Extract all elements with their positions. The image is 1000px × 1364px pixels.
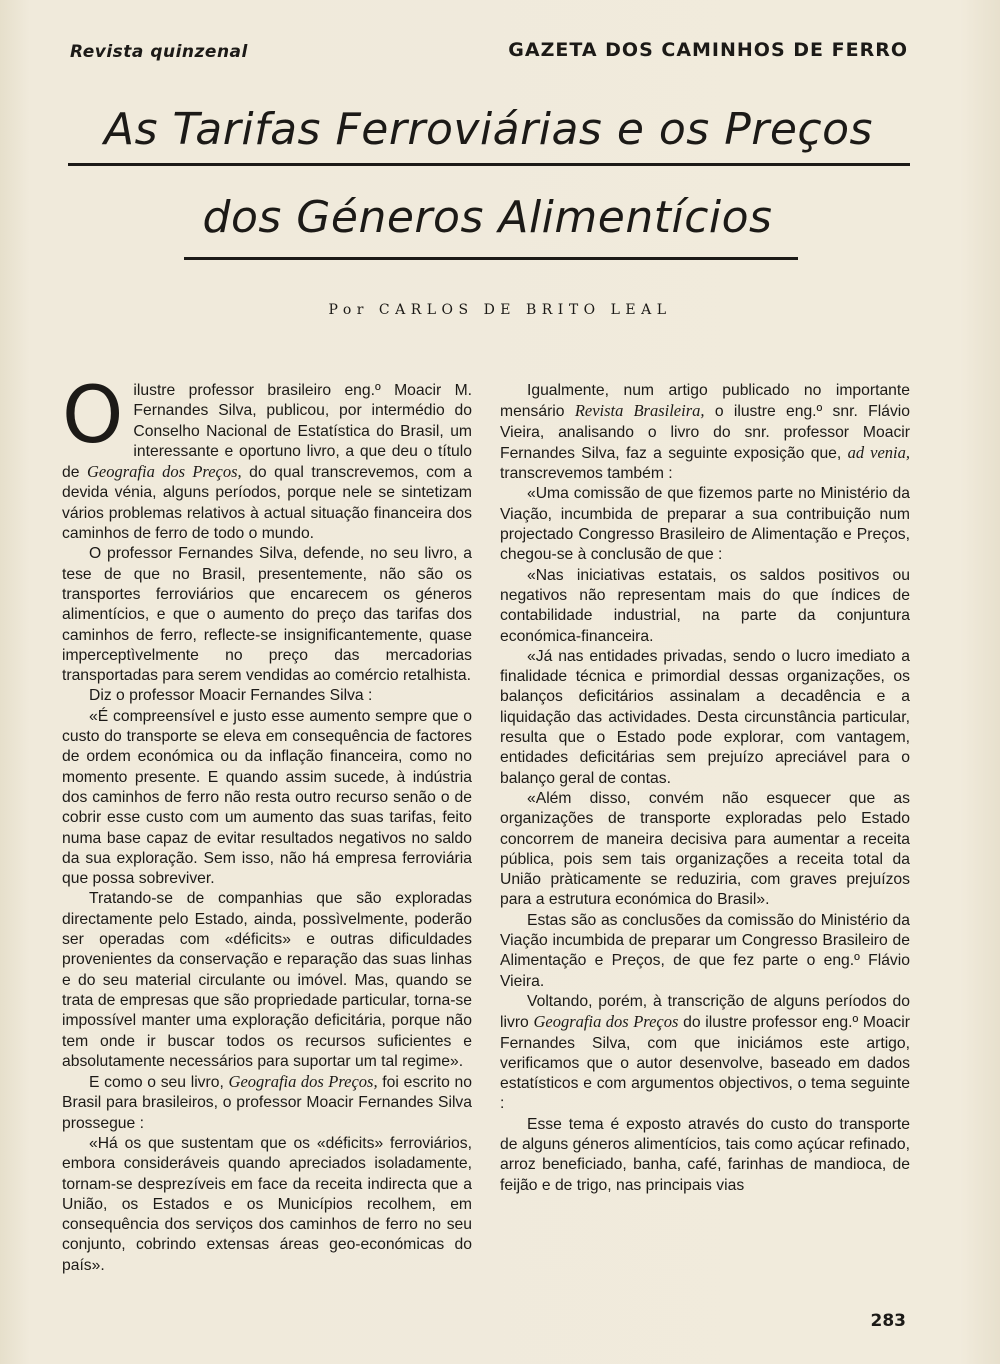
book-title: Geografia dos Preços,: [86, 462, 242, 482]
paragraph: «Há os que sustentam que os «déficits» ferroviários, embora consideráveis quando apreciados isoladamente, tornam-se desprezíveis em face da receita indirecta que a União, os Estados e os Municípios recolhem, em consequência dos serviços dos caminhos de ferro no seu conjunto, cobrindo extensas áreas geo-económicas do país».: [62, 1134, 472, 1274]
paragraph: Igualmente, num artigo publicado no importante mensário Revista Brasileira, o ilustre eng.º snr. Flávio Vieira, analisando o livro do snr. professor Moacir Fernandes Silva, faz a seguinte exposição que, ad venia, transcrevemos também :: [500, 382, 910, 483]
book-title: Geografia dos Preços: [533, 1012, 679, 1032]
paragraph: Diz o professor Moacir Fernandes Silva :: [89, 687, 373, 705]
paragraph: Esse tema é exposto através do custo do transporte de alguns géneros alimentícios, tais como açúcar refinado, arroz beneficiado, banha, café, farinhas de mandioca, de feijão e de trigo, nas principais vias: [500, 1115, 910, 1194]
text-column-left: [62, 371, 472, 1276]
paragraph: «Nas iniciativas estatais, os saldos positivos ou negativos não representam mais do que índices de contabilidade industrial, na parte da conjuntura económica-financeira.: [500, 566, 910, 645]
text-column-right: [500, 381, 910, 1196]
drop-cap: O: [62, 371, 124, 461]
article-title-line-1: As Tarifas Ferroviárias e os Preços: [104, 104, 873, 155]
paragraph: Oilustre professor brasileiro eng.º Moacir M. Fernandes Silva, publicou, por intermédio do Conselho Nacional de Estatística do Brasil, um interessante e oportuno livro, a que deu o título de Geografia dos Preços, do qual transcrevemos, com a devida vénia, alguns períodos, porque nele se sintetizam vários problemas relativos à actual situação financeira dos caminhos de ferro de todo o mundo.: [62, 371, 472, 543]
paragraph: Tratando-se de companhias que são exploradas directamente pelo Estado, ainda, possìvelmente, poderão ser operadas com «déficits» e outras dificuldades provenientes da conservação e reparação das suas linhas e do seu material circulante ou imóvel. Mas, quando se trata de empresas que são propriedade particular, torna-se impossível manter uma exploração deficitária, porque não tem onde ir buscar todos os recursos suficientes e absolutamente necessários para suportar um tal regime».: [62, 890, 472, 1070]
book-title: Geografia dos Preços,: [228, 1072, 378, 1092]
paragraph: Estas são as conclusões da comissão do Ministério da Viação incumbida de preparar um Congresso Brasileiro de Alimentação e Preços, de que fez parte o eng.º Flávio Vieira.: [500, 911, 910, 990]
title-rule-bottom: [184, 257, 798, 260]
title-rule-top: [68, 163, 910, 166]
magazine-title: Revista Brasileira,: [574, 401, 705, 421]
latin-phrase: ad venia,: [847, 442, 910, 462]
paragraph: O professor Fernandes Silva, defende, no seu livro, a tese de que no Brasil, presentemente, não são os transportes ferroviários que encarecem os géneros alimentícios, e que o aumento do preço das tarifas dos caminhos de ferro, reflecte-se insignificantemente, quase imperceptìvelmente no preço das mercadorias transportadas para serem vendidas ao comércio retalhista.: [62, 545, 472, 685]
paragraph: «Já nas entidades privadas, sendo o lucro imediato a finalidade técnica e primordial dessas organizações, os balanços deficitários assinalam a decadência e a liquidação das actividades. Desta circunstância particular, resulta que o Estado pode explorar, com vantagem, entidades deficitárias sem prejuízo apreciável para o balanço geral de contas.: [500, 647, 910, 787]
article-byline: Por CARLOS DE BRITO LEAL: [328, 302, 672, 318]
paragraph: «É compreensível e justo esse aumento sempre que o custo do transporte se eleva em consequência de factores de ordem económica ou da inflação financeira, como no momento presente. E quando assim sucede, à indústria dos caminhos de ferro não resta outro recurso senão o de cobrir esse custo com um aumento das suas tarifas, feito numa base capaz de evitar resultados negativos no saldo da sua exploração. Sem isso, não há empresa ferroviária que possa sobreviver.: [62, 707, 472, 888]
paragraph: Voltando, porém, à transcrição de alguns períodos do livro Geografia dos Preços do ilustre professor eng.º Moacir Fernandes Silva, com que iniciámos este artigo, verificamos que o autor desenvolve, baseado em dados estatísticos e com argumentos objectivos, o tema seguinte :: [500, 992, 910, 1113]
header-publication-frequency: Revista quinzenal: [70, 42, 248, 62]
paragraph: «Uma comissão de que fizemos parte no Ministério da Viação, incumbida de preparar a sua contribuição num projectado Congresso Brasileiro de Alimentação e Preços, chegou-se à conclusão de que :: [500, 485, 910, 564]
page-number: 283: [870, 1311, 906, 1331]
article-title-line-2: dos Géneros Alimentícios: [202, 192, 773, 243]
header-magazine-name: GAZETA DOS CAMINHOS DE FERRO: [508, 39, 908, 61]
paragraph: E como o seu livro, Geografia dos Preços, foi escrito no Brasil para brasileiros, o professor Moacir Fernandes Silva prossegue :: [62, 1072, 472, 1132]
paragraph: «Além disso, convém não esquecer que as organizações de transporte exploradas pelo Estado concorrem de maneira decisiva para aumentar a receita pública, pois sem tais organizações a receita total da União pràticamente se reduziria, com graves prejuízos para a estrutura económica do Brasil».: [500, 789, 910, 909]
